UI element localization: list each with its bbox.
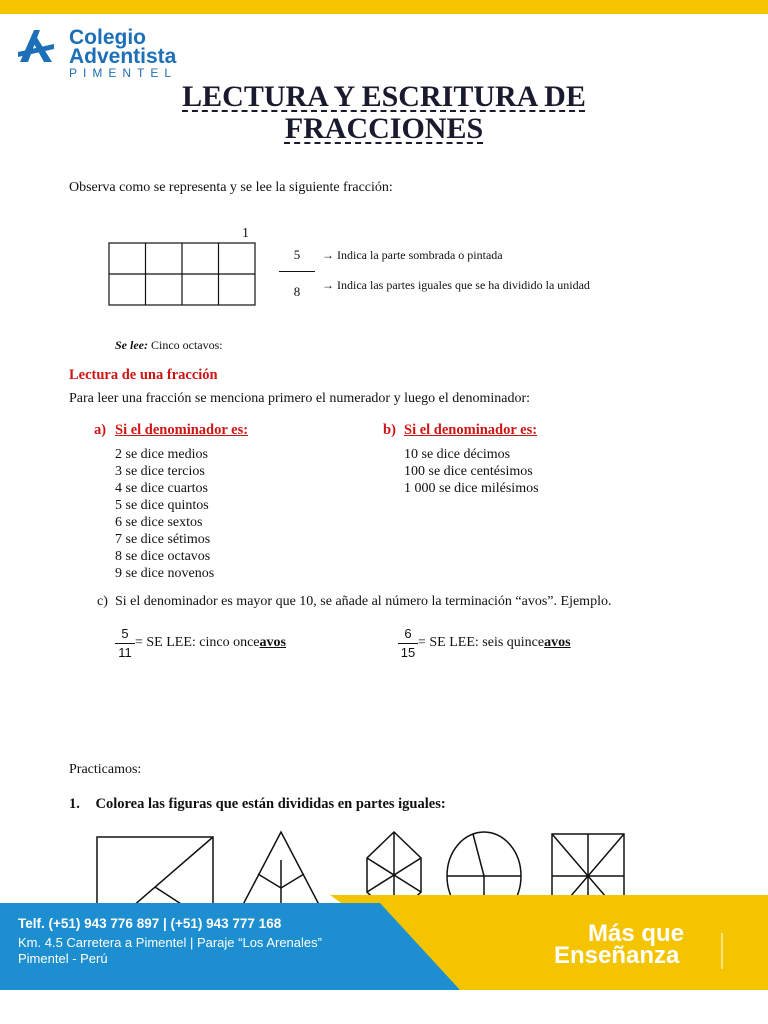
se-lee-value: Cinco octavos:	[150, 338, 223, 352]
footer-phone: Telf. (+51) 943 776 897 | (+51) 943 777 168	[18, 916, 282, 931]
footer-address: Km. 4.5 Carretera a Pimentel | Paraje “Los Arenales”	[18, 935, 322, 950]
example1-denominator: 11	[118, 645, 132, 660]
school-name-line3: PIMENTEL	[69, 66, 178, 80]
example1-suffix: avos	[259, 635, 286, 650]
fraction-bar	[279, 271, 315, 272]
intro-text: Observa como se representa y se lee la siguiente fracción:	[69, 180, 393, 195]
list-item: 5 se dice quintos	[115, 498, 209, 513]
se-lee-line	[115, 338, 223, 353]
list-b	[404, 446, 539, 497]
list-c-text: Si el denominador es mayor que 10, se añade al número la terminación “avos”. Ejemplo.	[115, 594, 612, 609]
list-a-label: a)	[94, 422, 107, 438]
list-a-title: Si el denominador es:	[115, 422, 249, 438]
example2-fraction-bar	[398, 643, 418, 644]
example2-denominator: 15	[400, 645, 416, 660]
example1-numerator: 5	[121, 626, 129, 641]
se-lee-label: Se lee:	[115, 338, 148, 352]
example2-suffix: avos	[544, 635, 571, 650]
school-logo-icon	[16, 28, 56, 64]
fraction-denominator: 8	[293, 284, 301, 299]
list-item: 10 se dice décimos	[404, 447, 511, 462]
list-item: 3 se dice tercios	[115, 464, 205, 479]
reading-heading: Lectura de una fracción	[69, 367, 218, 383]
example1-reading	[135, 635, 286, 651]
list-item: 100 se dice centésimos	[404, 464, 533, 479]
list-item: 8 se dice octavos	[115, 549, 211, 564]
denominator-note: → Indica las partes iguales que se ha dividido la unidad	[322, 278, 590, 292]
list-item: 1 000 se dice milésimos	[404, 481, 539, 496]
list-c-label: c)	[97, 594, 108, 609]
unit-label: 1	[242, 226, 249, 241]
example1-text: = SE LEE: cinco once	[135, 635, 260, 650]
school-name-line2: Adventista	[69, 45, 177, 68]
list-item: 4 se dice cuartos	[115, 481, 208, 496]
question-1-number: 1.	[69, 796, 80, 812]
example2-reading	[418, 635, 571, 651]
practice-heading: Practicamos:	[69, 762, 142, 777]
list-item: 2 se dice medios	[115, 447, 208, 462]
page-title-line2: FRACCIONES	[284, 112, 484, 145]
page-title-line1: LECTURA Y ESCRITURA DE	[182, 80, 586, 113]
footer-slogan-line1: Más que	[588, 920, 685, 947]
question-1-text: Colorea las figuras que están divididas en partes iguales:	[95, 796, 446, 812]
list-item: 9 se dice novenos	[115, 566, 215, 581]
example2-text: = SE LEE: seis quince	[418, 635, 545, 650]
example1-fraction-bar	[115, 643, 135, 644]
top-yellow-bar	[0, 0, 768, 14]
list-b-label: b)	[383, 422, 396, 438]
footer-slogan-line2: Enseñanza	[554, 942, 680, 969]
list-item: 7 se dice sétimos	[115, 532, 211, 547]
fraction-numerator: 5	[293, 247, 301, 262]
list-item: 6 se dice sextos	[115, 515, 203, 530]
example2-numerator: 6	[404, 626, 412, 641]
reading-rule: Para leer una fracción se menciona primero el numerador y luego el denominador:	[69, 391, 531, 406]
list-b-title: Si el denominador es:	[404, 422, 538, 438]
numerator-note: → Indica la parte sombrada o pintada	[322, 248, 503, 262]
footer-city: Pimentel - Perú	[18, 951, 108, 966]
list-a	[115, 446, 214, 582]
fraction-grid	[108, 242, 256, 306]
school-name-line1: Colegio	[69, 26, 146, 49]
question-1	[69, 796, 446, 813]
